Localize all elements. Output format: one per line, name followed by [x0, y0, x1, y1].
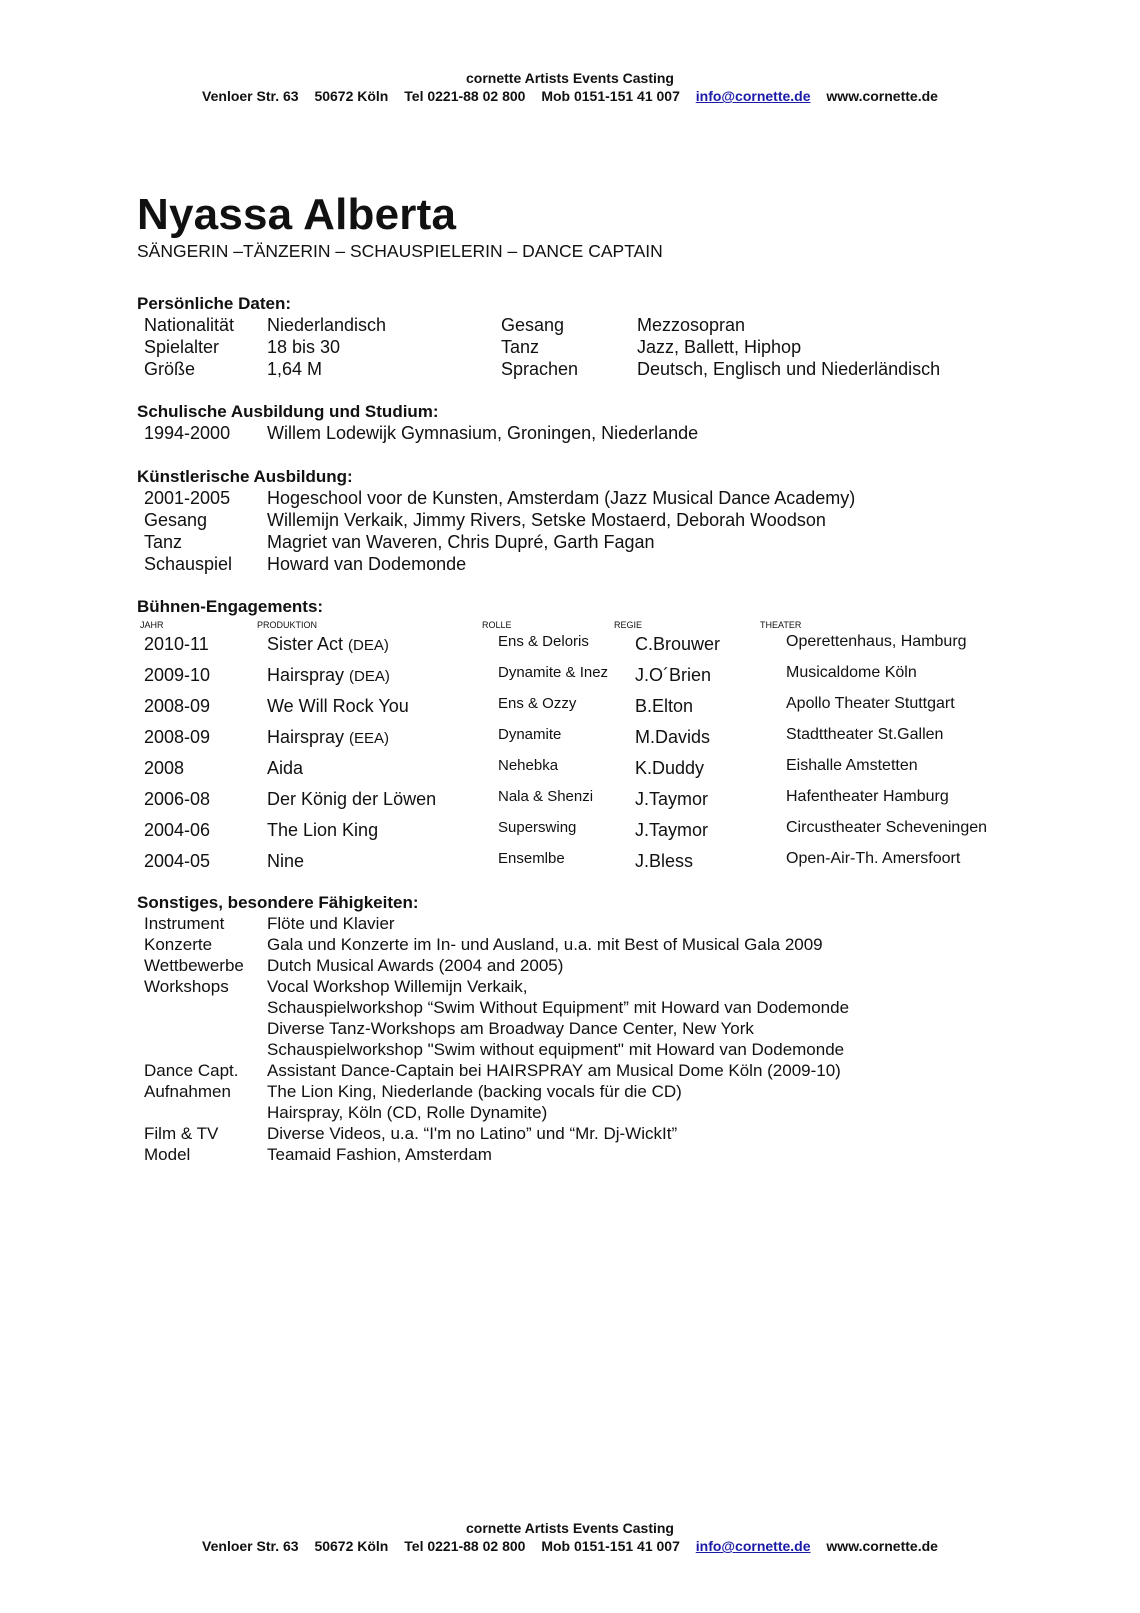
engagement-theater: Circustheater Scheveningen [786, 819, 988, 836]
engagement-regie: J.Taymor [635, 789, 709, 809]
misc-value: Hairspray, Köln (CD, Rolle Dynamite) [267, 1103, 548, 1122]
misc-row [137, 955, 1097, 976]
engagement-row [137, 755, 1097, 786]
artistic-label: Tanz [144, 532, 183, 552]
engagement-production [267, 758, 303, 779]
production-title: Hairspray [267, 665, 345, 685]
personal-value: Deutsch, Englisch und Niederländisch [637, 359, 941, 379]
personal-label: Tanz [501, 337, 540, 357]
misc-value: Gala und Konzerte im In- und Ausland, u.a. mit Best of Musical Gala 2009 [267, 935, 823, 954]
telephone: Tel 0221-88 02 800 [404, 88, 526, 104]
misc-row [137, 1144, 1097, 1165]
engagement-regie: M.Davids [635, 727, 711, 747]
production-title: Der König der Löwen [267, 789, 437, 809]
engagement-production [267, 634, 389, 655]
section-title-engagements: Bühnen-Engagements: [137, 597, 324, 616]
engagement-year: 2010-11 [144, 634, 209, 654]
engagements-table [137, 631, 1097, 879]
artistic-value: Willemijn Verkaik, Jimmy Rivers, Setske Mostaerd, Deborah Woodson [267, 510, 826, 530]
production-title: We Will Rock You [267, 696, 409, 716]
misc-value: Schauspielworkshop “Swim Without Equipment” mit Howard van Dodemonde [267, 998, 850, 1017]
engagement-row [137, 786, 1097, 817]
misc-label: Dance Capt. [144, 1061, 239, 1080]
engagement-theater: Stadttheater St.Gallen [786, 726, 944, 743]
engagement-role: Ens & Deloris [498, 633, 589, 650]
profession-subtitle: SÄNGERIN –TÄNZERIN – SCHAUSPIELERIN – DANCE CAPTAIN [137, 241, 663, 261]
email-link[interactable]: info@cornette.de [695, 1538, 811, 1554]
engagement-regie: J.Taymor [635, 820, 709, 840]
misc-value: Teamaid Fashion, Amsterdam [267, 1145, 492, 1164]
misc-value: The Lion King, Niederlande (backing vocals für die CD) [267, 1082, 682, 1101]
engagement-production [267, 665, 390, 686]
production-tag: (DEA) [348, 637, 389, 654]
engagement-year: 2008-09 [144, 696, 211, 716]
misc-value: Schauspielworkshop "Swim without equipment" mit Howard van Dodemonde [267, 1040, 845, 1059]
engagement-theater: Operettenhaus, Hamburg [786, 633, 967, 650]
misc-row [137, 1060, 1097, 1081]
artistic-value: Hogeschool voor de Kunsten, Amsterdam (Jazz Musical Dance Academy) [267, 488, 856, 508]
section-title-artistic: Künstlerische Ausbildung: [137, 467, 353, 486]
email-link[interactable]: info@cornette.de [695, 88, 811, 104]
engagement-role: Dynamite [498, 726, 562, 743]
production-title: Nine [267, 851, 305, 871]
misc-row [137, 1039, 1097, 1060]
engagement-role: Nala & Shenzi [498, 788, 594, 805]
engagement-row [137, 724, 1097, 755]
misc-label: Film & TV [144, 1124, 219, 1143]
section-title-personal: Persönliche Daten: [137, 294, 291, 313]
engagement-regie: B.Elton [635, 696, 694, 716]
personal-value: 1,64 M [267, 359, 323, 379]
city: 50672 Köln [314, 1538, 389, 1554]
personal-row [137, 314, 1097, 336]
production-tag: (DEA) [349, 668, 390, 685]
section-title-school: Schulische Ausbildung und Studium: [137, 402, 439, 421]
artistic-row [137, 487, 1097, 509]
engagement-regie: K.Duddy [635, 758, 705, 778]
engagement-row [137, 662, 1097, 693]
school-value: Willem Lodewijk Gymnasium, Groningen, Niederlande [267, 423, 699, 443]
engagement-year: 2006-08 [144, 789, 211, 809]
header-production: PRODUKTION [257, 620, 318, 630]
personal-label: Gesang [501, 315, 565, 335]
engagement-role: Nehebka [498, 757, 559, 774]
header-regie: REGIE [614, 620, 643, 630]
personal-label: Größe [144, 359, 196, 379]
engagement-role: Ensemlbe [498, 850, 565, 867]
misc-value: Diverse Tanz-Workshops am Broadway Dance Center, New York [267, 1019, 754, 1038]
engagement-role: Superswing [498, 819, 577, 836]
misc-value: Diverse Videos, u.a. “I'm no Latino” und “Mr. Dj-WickIt” [267, 1124, 678, 1143]
engagements-section [137, 596, 1097, 879]
header-year: JAHR [140, 620, 164, 630]
artistic-label: Schauspiel [144, 554, 233, 574]
production-title: Aida [267, 758, 304, 778]
engagement-theater: Apollo Theater Stuttgart [786, 695, 955, 712]
engagement-role: Dynamite & Inez [498, 664, 609, 681]
misc-row [137, 934, 1097, 955]
misc-row [137, 997, 1097, 1018]
production-title: Hairspray [267, 727, 345, 747]
personal-section [137, 293, 1097, 380]
misc-row [137, 1102, 1097, 1123]
misc-value: Flöte und Klavier [267, 914, 395, 933]
engagement-theater: Open-Air-Th. Amersfoort [786, 850, 961, 867]
telephone: Tel 0221-88 02 800 [404, 1538, 526, 1554]
artistic-row [137, 509, 1097, 531]
city: 50672 Köln [314, 88, 389, 104]
engagement-theater: Musicaldome Köln [786, 664, 917, 681]
header-role: ROLLE [482, 620, 512, 630]
misc-label: Konzerte [144, 935, 213, 954]
engagement-role: Ens & Ozzy [498, 695, 577, 712]
engagement-production [267, 851, 304, 872]
misc-label: Workshops [144, 977, 229, 996]
artistic-label: 2001-2005 [144, 488, 231, 508]
engagement-year: 2004-05 [144, 851, 211, 871]
misc-label: Aufnahmen [144, 1082, 231, 1101]
engagement-regie: J.O´Brien [635, 665, 712, 685]
mobile: Mob 0151-151 41 007 [541, 88, 680, 104]
engagement-row [137, 631, 1097, 662]
engagement-row [137, 817, 1097, 848]
artistic-row [137, 553, 1097, 575]
engagement-row [137, 848, 1097, 879]
engagement-production [267, 789, 436, 810]
letterhead-top [0, 69, 1140, 105]
section-title-misc: Sonstiges, besondere Fähigkeiten: [137, 893, 419, 912]
personal-label: Nationalität [144, 315, 235, 335]
production-tag: (EEA) [349, 730, 390, 747]
website: www.cornette.de [826, 88, 938, 104]
production-title: The Lion King [267, 820, 379, 840]
mobile: Mob 0151-151 41 007 [541, 1538, 680, 1554]
personal-row [137, 358, 1097, 380]
school-section [137, 401, 1097, 444]
cv-content [137, 190, 1097, 1165]
company-name: cornette Artists Events Casting [466, 70, 674, 86]
engagement-theater: Hafentheater Hamburg [786, 788, 949, 805]
personal-value: Mezzosopran [637, 315, 746, 335]
person-name: Nyassa Alberta [137, 190, 457, 239]
website: www.cornette.de [826, 1538, 938, 1554]
engagements-header [137, 619, 1097, 631]
engagement-year: 2008 [144, 758, 185, 778]
misc-row [137, 913, 1097, 934]
address: Venloer Str. 63 [202, 1538, 299, 1554]
personal-label: Sprachen [501, 359, 579, 379]
school-row [137, 422, 1097, 444]
misc-value: Dutch Musical Awards (2004 and 2005) [267, 956, 564, 975]
contact-line [0, 1537, 1140, 1555]
address: Venloer Str. 63 [202, 88, 299, 104]
production-title: Sister Act [267, 634, 344, 654]
artistic-value: Magriet van Waveren, Chris Dupré, Garth Fagan [267, 532, 655, 552]
school-label: 1994-2000 [144, 423, 231, 443]
personal-row [137, 336, 1097, 358]
company-name: cornette Artists Events Casting [466, 1520, 674, 1536]
engagement-production [267, 696, 409, 717]
artistic-row [137, 531, 1097, 553]
misc-row [137, 1123, 1097, 1144]
artistic-label: Gesang [144, 510, 208, 530]
engagement-year: 2004-06 [144, 820, 211, 840]
misc-label: Model [144, 1145, 191, 1164]
misc-row [137, 1081, 1097, 1102]
personal-value: Niederlandisch [267, 315, 387, 335]
misc-value: Assistant Dance-Captain bei HAIRSPRAY am Musical Dome Köln (2009-10) [267, 1061, 841, 1080]
artistic-section [137, 466, 1097, 575]
header-theater: THEATER [760, 620, 802, 630]
engagement-regie: J.Bless [635, 851, 694, 871]
misc-label: Wettbewerbe [144, 956, 244, 975]
contact-line [0, 87, 1140, 105]
engagement-theater: Eishalle Amstetten [786, 757, 918, 774]
engagement-year: 2009-10 [144, 665, 211, 685]
misc-label: Instrument [144, 914, 225, 933]
letterhead-bottom [0, 1519, 1140, 1555]
misc-section [137, 892, 1097, 1165]
engagement-production [267, 820, 378, 841]
artistic-value: Howard van Dodemonde [267, 554, 467, 574]
engagement-row [137, 693, 1097, 724]
personal-label: Spielalter [144, 337, 220, 357]
misc-list [137, 913, 1097, 1165]
engagement-production [267, 727, 389, 748]
personal-value: Jazz, Ballett, Hiphop [637, 337, 802, 357]
engagement-regie: C.Brouwer [635, 634, 721, 654]
misc-row [137, 1018, 1097, 1039]
misc-value: Vocal Workshop Willemijn Verkaik, [267, 977, 528, 996]
misc-row [137, 976, 1097, 997]
engagement-year: 2008-09 [144, 727, 211, 747]
personal-value: 18 bis 30 [267, 337, 341, 357]
